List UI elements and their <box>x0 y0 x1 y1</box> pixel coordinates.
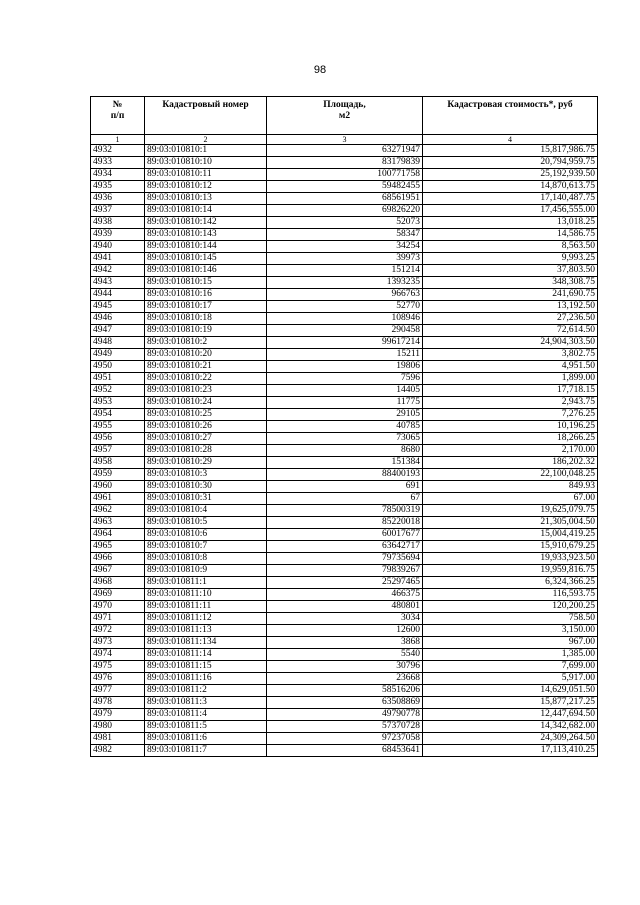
cost-cell: 241,690.75 <box>423 289 598 301</box>
area-cell: 966763 <box>267 289 423 301</box>
cost-cell: 15,817,986.75 <box>423 145 598 157</box>
area-cell: 3868 <box>267 637 423 649</box>
cost-cell: 17,718.15 <box>423 385 598 397</box>
header-row <box>91 97 598 135</box>
table-row <box>91 277 598 289</box>
row-number-cell: 4968 <box>91 577 145 589</box>
area-cell: 11775 <box>267 397 423 409</box>
index-cell: 2 <box>145 135 267 145</box>
table-row <box>91 745 598 757</box>
cadastral-id-cell: 89:03:010810:16 <box>145 289 267 301</box>
row-number-cell: 4948 <box>91 337 145 349</box>
table-row <box>91 721 598 733</box>
area-cell: 83179839 <box>267 157 423 169</box>
table-row <box>91 301 598 313</box>
table-row <box>91 589 598 601</box>
row-number-cell: 4932 <box>91 145 145 157</box>
cadastral-id-cell: 89:03:010810:145 <box>145 253 267 265</box>
cadastral-id-cell: 89:03:010811:12 <box>145 613 267 625</box>
cost-cell: 186,202.32 <box>423 457 598 469</box>
table-row <box>91 445 598 457</box>
cadastral-id-cell: 89:03:010810:1 <box>145 145 267 157</box>
cadastral-id-cell: 89:03:010810:10 <box>145 157 267 169</box>
cost-cell: 6,324,366.25 <box>423 577 598 589</box>
area-cell: 69826220 <box>267 205 423 217</box>
table-row <box>91 661 598 673</box>
cadastral-id-cell: 89:03:010810:8 <box>145 553 267 565</box>
table-row <box>91 409 598 421</box>
area-cell: 39973 <box>267 253 423 265</box>
area-cell: 73065 <box>267 433 423 445</box>
cost-cell: 5,917.00 <box>423 673 598 685</box>
area-cell: 57370728 <box>267 721 423 733</box>
cadastral-id-cell: 89:03:010811:134 <box>145 637 267 649</box>
area-cell: 79839267 <box>267 565 423 577</box>
table-row <box>91 637 598 649</box>
cost-cell: 967.00 <box>423 637 598 649</box>
cadastral-id-cell: 89:03:010810:19 <box>145 325 267 337</box>
row-number-cell: 4969 <box>91 589 145 601</box>
area-cell: 691 <box>267 481 423 493</box>
cadastral-id-cell: 89:03:010810:27 <box>145 433 267 445</box>
header-cost-text: Кадастровая стоимость*, руб <box>447 100 573 110</box>
cost-cell: 21,305,004.50 <box>423 517 598 529</box>
table-row <box>91 145 598 157</box>
row-number-cell: 4936 <box>91 193 145 205</box>
row-number-cell: 4966 <box>91 553 145 565</box>
table-row <box>91 481 598 493</box>
cadastral-id-cell: 89:03:010810:15 <box>145 277 267 289</box>
row-number-cell: 4978 <box>91 697 145 709</box>
area-cell: 52770 <box>267 301 423 313</box>
table-row <box>91 433 598 445</box>
cadastral-id-cell: 89:03:010811:16 <box>145 673 267 685</box>
cost-cell: 72,614.50 <box>423 325 598 337</box>
table-row <box>91 673 598 685</box>
area-cell: 68453641 <box>267 745 423 757</box>
area-cell: 1393235 <box>267 277 423 289</box>
cost-cell: 17,140,487.75 <box>423 193 598 205</box>
table-row <box>91 541 598 553</box>
table-row <box>91 181 598 193</box>
area-cell: 60017677 <box>267 529 423 541</box>
area-cell: 63642717 <box>267 541 423 553</box>
header-cost <box>423 97 598 135</box>
table-row <box>91 457 598 469</box>
area-cell: 290458 <box>267 325 423 337</box>
cost-cell: 24,904,303.50 <box>423 337 598 349</box>
row-number-cell: 4974 <box>91 649 145 661</box>
cadastral-id-cell: 89:03:010811:7 <box>145 745 267 757</box>
area-cell: 3034 <box>267 613 423 625</box>
cost-cell: 12,447,694.50 <box>423 709 598 721</box>
index-cell: 3 <box>267 135 423 145</box>
cadastral-id-cell: 89:03:010810:143 <box>145 229 267 241</box>
row-number-cell: 4942 <box>91 265 145 277</box>
row-number-cell: 4946 <box>91 313 145 325</box>
row-number-cell: 4933 <box>91 157 145 169</box>
table-row <box>91 421 598 433</box>
row-number-cell: 4973 <box>91 637 145 649</box>
area-cell: 40785 <box>267 421 423 433</box>
row-number-cell: 4949 <box>91 349 145 361</box>
area-cell: 67 <box>267 493 423 505</box>
row-number-cell: 4971 <box>91 613 145 625</box>
table-row <box>91 193 598 205</box>
area-cell: 25297465 <box>267 577 423 589</box>
table-row <box>91 697 598 709</box>
area-cell: 12600 <box>267 625 423 637</box>
table-row <box>91 493 598 505</box>
table-row <box>91 385 598 397</box>
area-cell: 99617214 <box>267 337 423 349</box>
area-cell: 5540 <box>267 649 423 661</box>
cadastral-id-cell: 89:03:010811:14 <box>145 649 267 661</box>
area-cell: 34254 <box>267 241 423 253</box>
table-row <box>91 625 598 637</box>
row-number-cell: 4954 <box>91 409 145 421</box>
row-number-cell: 4960 <box>91 481 145 493</box>
row-number-cell: 4977 <box>91 685 145 697</box>
index-cell: 4 <box>423 135 598 145</box>
cadastral-id-cell: 89:03:010810:22 <box>145 373 267 385</box>
row-number-cell: 4961 <box>91 493 145 505</box>
area-cell: 68561951 <box>267 193 423 205</box>
header-area <box>267 97 423 135</box>
row-number-cell: 4937 <box>91 205 145 217</box>
table-row <box>91 613 598 625</box>
cost-cell: 4,951.50 <box>423 361 598 373</box>
cadastral-id-cell: 89:03:010810:26 <box>145 421 267 433</box>
cost-cell: 9,993.25 <box>423 253 598 265</box>
cost-cell: 2,943.75 <box>423 397 598 409</box>
area-cell: 79735694 <box>267 553 423 565</box>
cadastral-id-cell: 89:03:010810:28 <box>145 445 267 457</box>
table-row <box>91 169 598 181</box>
cost-cell: 27,236.50 <box>423 313 598 325</box>
cost-cell: 37,803.50 <box>423 265 598 277</box>
row-number-cell: 4965 <box>91 541 145 553</box>
cost-cell: 1,385.00 <box>423 649 598 661</box>
cadastral-id-cell: 89:03:010810:12 <box>145 181 267 193</box>
table-body <box>91 145 598 757</box>
cost-cell: 3,802.75 <box>423 349 598 361</box>
cost-cell: 14,870,613.75 <box>423 181 598 193</box>
table-row <box>91 397 598 409</box>
row-number-cell: 4981 <box>91 733 145 745</box>
cost-cell: 13,018.25 <box>423 217 598 229</box>
area-cell: 59482455 <box>267 181 423 193</box>
row-number-cell: 4970 <box>91 601 145 613</box>
area-cell: 49790778 <box>267 709 423 721</box>
table-row <box>91 709 598 721</box>
cadastral-id-cell: 89:03:010810:146 <box>145 265 267 277</box>
cadastral-id-cell: 89:03:010810:20 <box>145 349 267 361</box>
table-row <box>91 529 598 541</box>
area-cell: 480801 <box>267 601 423 613</box>
cadastral-id-cell: 89:03:010810:3 <box>145 469 267 481</box>
cost-cell: 17,113,410.25 <box>423 745 598 757</box>
area-cell: 97237058 <box>267 733 423 745</box>
area-cell: 85220018 <box>267 517 423 529</box>
cost-cell: 10,196.25 <box>423 421 598 433</box>
cost-cell: 116,593.75 <box>423 589 598 601</box>
cadastral-id-cell: 89:03:010811:4 <box>145 709 267 721</box>
column-index-row <box>91 135 598 145</box>
table-row <box>91 517 598 529</box>
cadastral-id-cell: 89:03:010810:142 <box>145 217 267 229</box>
area-cell: 151214 <box>267 265 423 277</box>
cadastral-id-cell: 89:03:010810:24 <box>145 397 267 409</box>
cost-cell: 14,342,682.00 <box>423 721 598 733</box>
cadastre-table <box>90 96 598 757</box>
area-cell: 23668 <box>267 673 423 685</box>
cost-cell: 7,276.25 <box>423 409 598 421</box>
cost-cell: 8,563.50 <box>423 241 598 253</box>
area-cell: 88400193 <box>267 469 423 481</box>
area-cell: 14405 <box>267 385 423 397</box>
cadastral-id-cell: 89:03:010810:31 <box>145 493 267 505</box>
cost-cell: 18,266.25 <box>423 433 598 445</box>
row-number-cell: 4953 <box>91 397 145 409</box>
table-row <box>91 241 598 253</box>
table-row <box>91 733 598 745</box>
row-number-cell: 4976 <box>91 673 145 685</box>
cadastral-id-cell: 89:03:010810:144 <box>145 241 267 253</box>
area-cell: 30796 <box>267 661 423 673</box>
cadastral-id-cell: 89:03:010810:11 <box>145 169 267 181</box>
row-number-cell: 4967 <box>91 565 145 577</box>
cadastral-id-cell: 89:03:010810:30 <box>145 481 267 493</box>
cost-cell: 25,192,939.50 <box>423 169 598 181</box>
row-number-cell: 4945 <box>91 301 145 313</box>
cadastral-id-cell: 89:03:010811:5 <box>145 721 267 733</box>
cost-cell: 13,192.50 <box>423 301 598 313</box>
cost-cell: 14,586.75 <box>423 229 598 241</box>
area-cell: 63271947 <box>267 145 423 157</box>
table-row <box>91 217 598 229</box>
row-number-cell: 4938 <box>91 217 145 229</box>
row-number-cell: 4952 <box>91 385 145 397</box>
row-number-cell: 4962 <box>91 505 145 517</box>
row-number-cell: 4940 <box>91 241 145 253</box>
area-cell: 7596 <box>267 373 423 385</box>
table-row <box>91 505 598 517</box>
table-row <box>91 373 598 385</box>
cadastral-id-cell: 89:03:010811:15 <box>145 661 267 673</box>
row-number-cell: 4939 <box>91 229 145 241</box>
row-number-cell: 4950 <box>91 361 145 373</box>
cost-cell: 24,309,264.50 <box>423 733 598 745</box>
row-number-cell: 4941 <box>91 253 145 265</box>
cadastral-id-cell: 89:03:010811:11 <box>145 601 267 613</box>
header-num <box>91 97 145 135</box>
cadastral-id-cell: 89:03:010810:6 <box>145 529 267 541</box>
area-cell: 151384 <box>267 457 423 469</box>
table-row <box>91 205 598 217</box>
cost-cell: 7,699.00 <box>423 661 598 673</box>
area-cell: 58347 <box>267 229 423 241</box>
cadastral-id-cell: 89:03:010810:7 <box>145 541 267 553</box>
area-cell: 100771758 <box>267 169 423 181</box>
cost-cell: 3,150.00 <box>423 625 598 637</box>
row-number-cell: 4964 <box>91 529 145 541</box>
cadastral-id-cell: 89:03:010811:3 <box>145 697 267 709</box>
header-id-text: Кадастровый номер <box>162 100 249 110</box>
cost-cell: 20,794,959.75 <box>423 157 598 169</box>
table-row <box>91 601 598 613</box>
table-row <box>91 649 598 661</box>
table-row <box>91 265 598 277</box>
row-number-cell: 4951 <box>91 373 145 385</box>
index-cell: 1 <box>91 135 145 145</box>
row-number-cell: 4979 <box>91 709 145 721</box>
cost-cell: 15,910,679.25 <box>423 541 598 553</box>
row-number-cell: 4980 <box>91 721 145 733</box>
header-area-text: Площадь, м2 <box>323 100 366 121</box>
table-row <box>91 253 598 265</box>
cost-cell: 120,200.25 <box>423 601 598 613</box>
cost-cell: 19,959,816.75 <box>423 565 598 577</box>
table-row <box>91 469 598 481</box>
cadastral-id-cell: 89:03:010810:25 <box>145 409 267 421</box>
table-row <box>91 361 598 373</box>
cost-cell: 22,100,048.25 <box>423 469 598 481</box>
cadastral-id-cell: 89:03:010810:13 <box>145 193 267 205</box>
area-cell: 15211 <box>267 349 423 361</box>
area-cell: 466375 <box>267 589 423 601</box>
cost-cell: 2,170.00 <box>423 445 598 457</box>
cost-cell: 17,456,555.00 <box>423 205 598 217</box>
row-number-cell: 4958 <box>91 457 145 469</box>
cadastral-id-cell: 89:03:010811:1 <box>145 577 267 589</box>
table-row <box>91 157 598 169</box>
table-row <box>91 313 598 325</box>
cadastral-id-cell: 89:03:010810:23 <box>145 385 267 397</box>
table-row <box>91 685 598 697</box>
table-row <box>91 565 598 577</box>
cost-cell: 348,308.75 <box>423 277 598 289</box>
area-cell: 58516206 <box>267 685 423 697</box>
cadastral-id-cell: 89:03:010810:14 <box>145 205 267 217</box>
cadastral-id-cell: 89:03:010811:10 <box>145 589 267 601</box>
row-number-cell: 4934 <box>91 169 145 181</box>
cadastral-id-cell: 89:03:010810:29 <box>145 457 267 469</box>
area-cell: 63508869 <box>267 697 423 709</box>
row-number-cell: 4963 <box>91 517 145 529</box>
page-number: 98 <box>313 64 327 76</box>
cost-cell: 758.50 <box>423 613 598 625</box>
cost-cell: 15,004,419.25 <box>423 529 598 541</box>
row-number-cell: 4947 <box>91 325 145 337</box>
table-row <box>91 349 598 361</box>
cadastral-id-cell: 89:03:010810:5 <box>145 517 267 529</box>
cadastral-id-cell: 89:03:010810:9 <box>145 565 267 577</box>
cadastral-id-cell: 89:03:010811:2 <box>145 685 267 697</box>
cost-cell: 67.00 <box>423 493 598 505</box>
cost-cell: 849.93 <box>423 481 598 493</box>
area-cell: 52073 <box>267 217 423 229</box>
table-row <box>91 553 598 565</box>
cadastral-id-cell: 89:03:010810:21 <box>145 361 267 373</box>
cadastral-id-cell: 89:03:010811:6 <box>145 733 267 745</box>
cost-cell: 14,629,051.50 <box>423 685 598 697</box>
row-number-cell: 4972 <box>91 625 145 637</box>
table-row <box>91 325 598 337</box>
row-number-cell: 4982 <box>91 745 145 757</box>
table-row <box>91 337 598 349</box>
header-num-text: № п/п <box>110 100 125 121</box>
row-number-cell: 4955 <box>91 421 145 433</box>
row-number-cell: 4935 <box>91 181 145 193</box>
row-number-cell: 4943 <box>91 277 145 289</box>
cadastral-id-cell: 89:03:010811:13 <box>145 625 267 637</box>
table-row <box>91 577 598 589</box>
table-row <box>91 289 598 301</box>
row-number-cell: 4959 <box>91 469 145 481</box>
cost-cell: 1,899.00 <box>423 373 598 385</box>
area-cell: 108946 <box>267 313 423 325</box>
area-cell: 8680 <box>267 445 423 457</box>
table-row <box>91 229 598 241</box>
cost-cell: 19,933,923.50 <box>423 553 598 565</box>
header-cadastral-id <box>145 97 267 135</box>
area-cell: 19806 <box>267 361 423 373</box>
cadastral-id-cell: 89:03:010810:17 <box>145 301 267 313</box>
cadastral-id-cell: 89:03:010810:18 <box>145 313 267 325</box>
area-cell: 29105 <box>267 409 423 421</box>
row-number-cell: 4956 <box>91 433 145 445</box>
cadastral-id-cell: 89:03:010810:4 <box>145 505 267 517</box>
row-number-cell: 4975 <box>91 661 145 673</box>
cost-cell: 15,877,217.25 <box>423 697 598 709</box>
row-number-cell: 4944 <box>91 289 145 301</box>
cadastral-id-cell: 89:03:010810:2 <box>145 337 267 349</box>
cost-cell: 19,625,079.75 <box>423 505 598 517</box>
area-cell: 78500319 <box>267 505 423 517</box>
row-number-cell: 4957 <box>91 445 145 457</box>
